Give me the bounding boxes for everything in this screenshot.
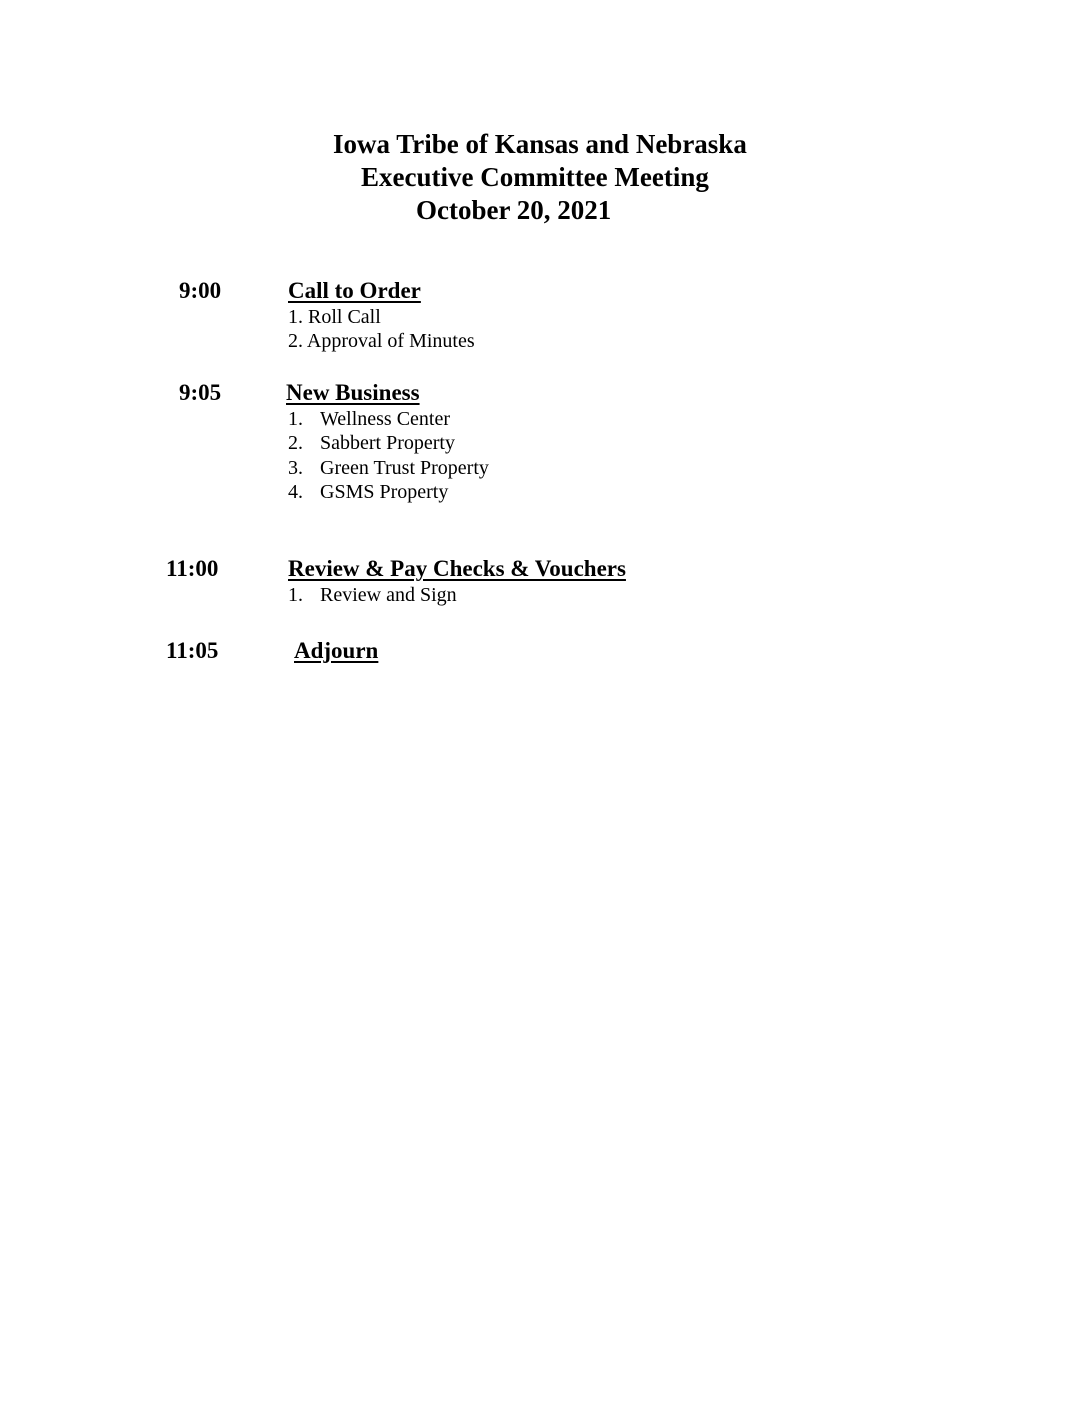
- agenda-heading-call-to-order: Call to Order: [288, 278, 421, 303]
- org-title: Iowa Tribe of Kansas and Nebraska: [333, 129, 747, 159]
- agenda-time: 9:00: [179, 278, 222, 303]
- agenda-item: Sabbert Property: [320, 432, 455, 454]
- agenda-item-number: 1.: [288, 584, 303, 606]
- agenda-heading-new-business: New Business: [286, 380, 420, 405]
- agenda-item-number: 2.: [288, 432, 303, 454]
- agenda-item: Review and Sign: [320, 584, 457, 606]
- agenda-time: 11:00: [166, 556, 219, 581]
- agenda-item: 1. Roll Call: [288, 306, 381, 328]
- agenda-item: GSMS Property: [320, 481, 449, 503]
- agenda-item: Wellness Center: [320, 408, 451, 430]
- agenda-heading-review-pay: Review & Pay Checks & Vouchers: [288, 556, 626, 581]
- agenda-item: 2. Approval of Minutes: [288, 330, 475, 352]
- agenda-heading-adjourn: Adjourn: [294, 638, 379, 663]
- agenda-time: 11:05: [166, 638, 219, 663]
- meeting-title: Executive Committee Meeting: [361, 162, 709, 192]
- agenda-time: 9:05: [179, 380, 222, 405]
- agenda-item-number: 4.: [288, 481, 303, 503]
- agenda-item: Green Trust Property: [320, 457, 489, 479]
- agenda-item-number: 1.: [288, 408, 303, 430]
- agenda-item-number: 3.: [288, 457, 303, 479]
- meeting-date: October 20, 2021: [416, 195, 612, 225]
